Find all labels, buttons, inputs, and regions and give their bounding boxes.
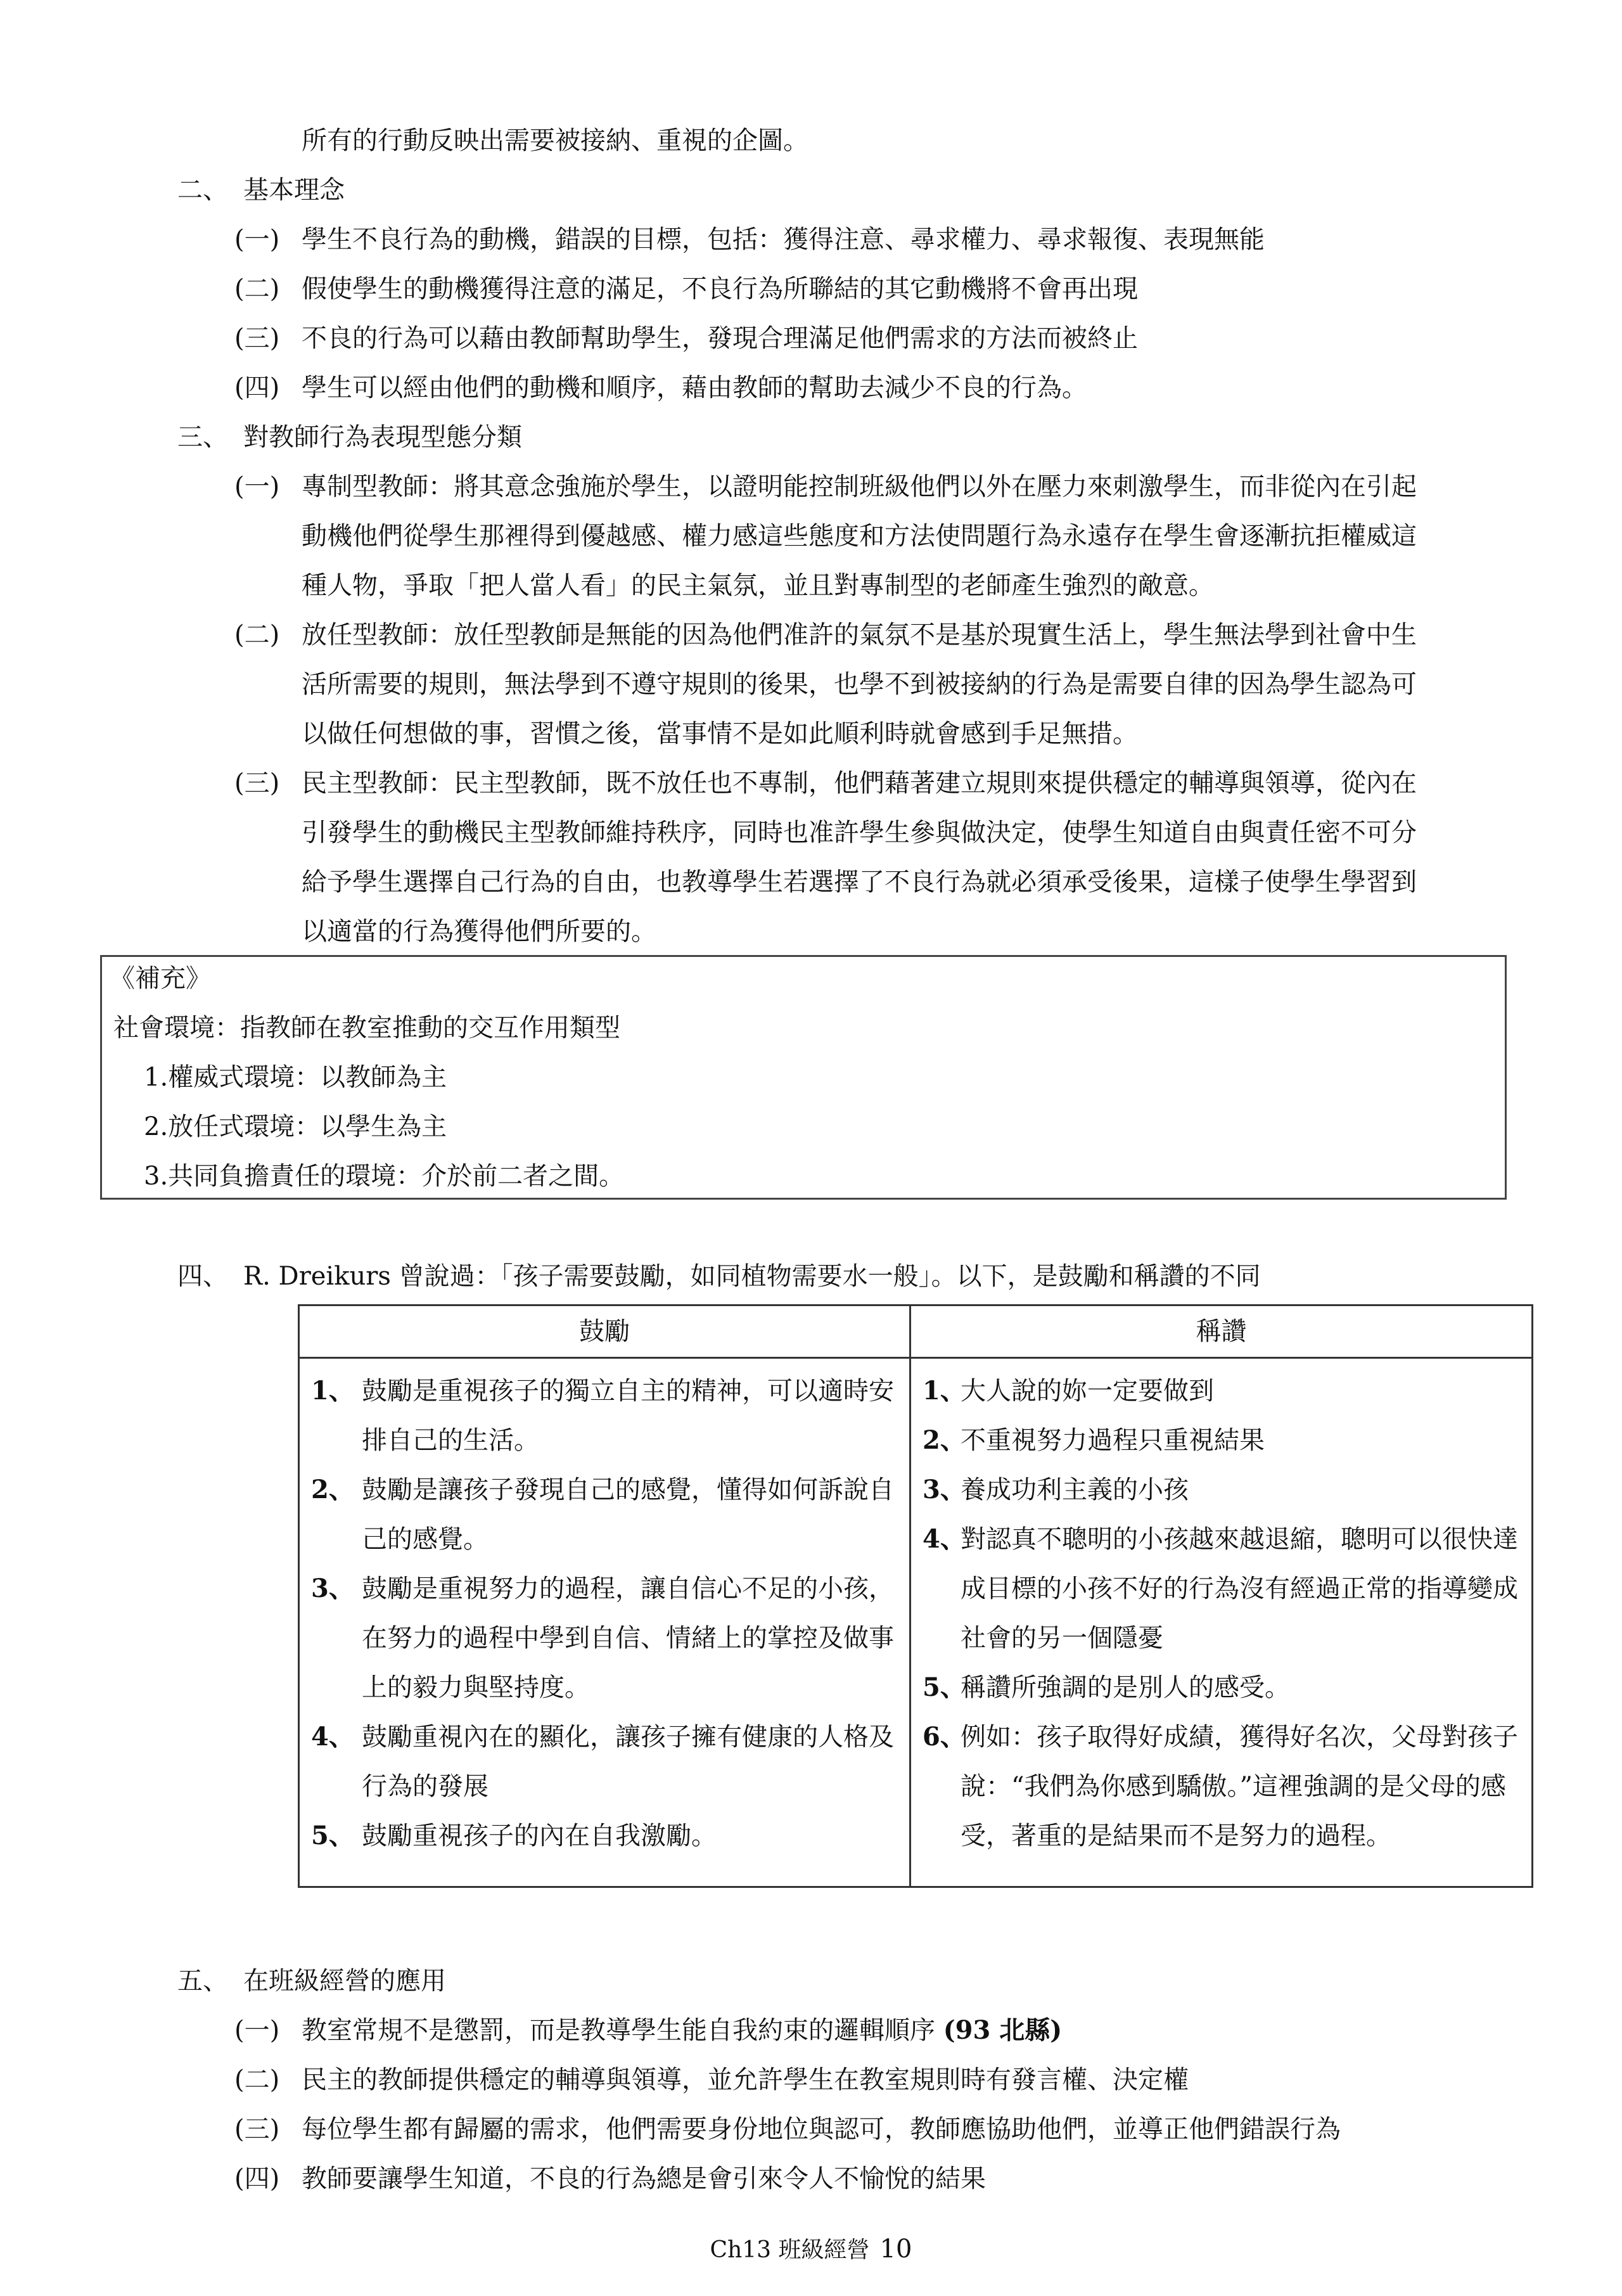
section3-item1-line: 動機他們從學生那裡得到優越感、權力感這些態度和方法使問題行為永遠存在學生會逐漸抗拒權威這 (302, 522, 1417, 551)
section3-item1-line: 專制型教師：將其意念強施於學生，以證明能控制班級他們以外在壓力來刺激學生，而非從內在引起 (302, 472, 1417, 501)
list-item (923, 1465, 1520, 1515)
item-text: 例如：孩子取得好成績，獲得好名次，父母對孩子說：“我們為你感到驕傲。”這裡強調的是父母的感受，著重的是結果而不是努力的過程。 (961, 1722, 1518, 1850)
section3-title: 對教師行為表現型態分類 (243, 423, 522, 452)
list-item (923, 1663, 1520, 1712)
section2-item1-text: 學生不良行為的動機，錯誤的目標，包括：獲得注意、尋求權力、尋求報復、表現無能 (302, 225, 1265, 254)
section2-number: 二、 (177, 176, 228, 205)
supplement-line: 社會環境：指教師在教室推動的交互作用類型 (113, 1013, 620, 1042)
section2-item4-number: (四) (234, 373, 280, 402)
section4-number: 四、 (177, 1262, 228, 1291)
section5-item3-number: (三) (234, 2115, 280, 2144)
item-number: 6、 (923, 1722, 966, 1752)
item-text: 鼓勵重視內在的顯化，讓孩子擁有健康的人格及行為的發展 (362, 1722, 894, 1801)
intro-line: 所有的行動反映出需要被接納、重視的企圖。 (302, 126, 808, 155)
item-number: 1、 (923, 1376, 966, 1406)
item-text: 大人說的妳一定要做到 (961, 1376, 1214, 1406)
section5-item4-text: 教師要讓學生知道，不良的行為總是會引來令人不愉悅的結果 (302, 2164, 986, 2193)
item-text: 鼓勵重視孩子的內在自我激勵。 (362, 1821, 717, 1850)
item-number: 4、 (311, 1722, 354, 1752)
list-item (311, 1366, 898, 1465)
section5-title: 在班級經營的應用 (243, 1966, 446, 1996)
section3-item2-line: 以做任何想做的事，習慣之後，當事情不是如此順利時就會感到手足無措。 (302, 719, 1138, 748)
section4-text: R. Dreikurs 曾說過：「孩子需要鼓勵，如同植物需要水一般」。以下，是鼓勵和稱讚的不同 (243, 1262, 1261, 1291)
section3-item2-line: 放任型教師：放任型教師是無能的因為他們准許的氣氛不是基於現實生活上，學生無法學到社會中生 (302, 620, 1417, 650)
praise-cell (910, 1358, 1533, 1887)
section3-item3-line: 給予學生選擇自己行為的自由，也教導學生若選擇了不良行為就必須承受後果，這樣子使學生學習到 (302, 868, 1417, 897)
section5-item2-number: (二) (234, 2065, 280, 2094)
table-header-praise: 稱讚 (910, 1305, 1533, 1358)
list-item (311, 1712, 898, 1811)
item-text: 養成功利主義的小孩 (961, 1475, 1189, 1504)
section2-item4-text: 學生可以經由他們的動機和順序，藉由教師的幫助去減少不良的行為。 (302, 373, 1087, 402)
section2-title: 基本理念 (243, 176, 345, 205)
section2-item3-text: 不良的行為可以藉由教師幫助學生，發現合理滿足他們需求的方法而被終止 (302, 324, 1138, 353)
chapter-label: Ch13 班級經營 (710, 2237, 870, 2263)
item-text: 不重視努力過程只重視結果 (961, 1426, 1265, 1455)
item-number: 4、 (923, 1524, 966, 1554)
section2-item2-number: (二) (234, 274, 280, 304)
supplement-line: 1.權威式環境：以教師為主 (144, 1063, 447, 1092)
supplement-line: 3.共同負擔責任的環境：介於前二者之間。 (144, 1162, 625, 1191)
section5-item3-text: 每位學生都有歸屬的需求，他們需要身份地位與認可，教師應協助他們，並導正他們錯誤行為 (302, 2115, 1341, 2144)
section2-item3-number: (三) (234, 324, 280, 353)
section5-item1-number: (一) (234, 2016, 280, 2045)
section3-item2-number: (二) (234, 620, 280, 650)
item-number: 2、 (923, 1425, 966, 1455)
item-text: 鼓勵是讓孩子發現自己的感覺，懂得如何訴說自己的感覺。 (362, 1475, 894, 1554)
section3-item2-line: 活所需要的規則，無法學到不遵守規則的後果，也學不到被接納的行為是需要自律的因為學生認為可 (302, 670, 1417, 699)
page-number: 10 (879, 2235, 912, 2264)
item-number: 1、 (311, 1376, 354, 1406)
comparison-table (298, 1304, 1533, 1888)
item-number: 3、 (923, 1475, 966, 1504)
item-text: 鼓勵是重視努力的過程，讓自信心不足的小孩，在努力的過程中學到自信、情緒上的掌控及做事上的毅力與堅持度。 (362, 1574, 894, 1702)
page-footer (0, 2234, 1622, 2266)
section3-item1-number: (一) (234, 472, 280, 501)
item-text: 對認真不聰明的小孩越來越退縮，聰明可以很快達成目標的小孩不好的行為沒有經過正常的指導變成社會的另一個隱憂 (961, 1525, 1518, 1653)
section3-item3-number: (三) (234, 769, 280, 798)
section3-item3-line: 民主型教師：民主型教師，既不放任也不專制，他們藉著建立規則來提供穩定的輔導與領導，從內在 (302, 769, 1417, 798)
item-number: 5、 (923, 1672, 966, 1702)
list-item (311, 1465, 898, 1564)
section5-number: 五、 (177, 1966, 228, 1996)
list-item (923, 1416, 1520, 1465)
section5-item1-body: 教室常規不是懲罰，而是教導學生能自我約束的邏輯順序 (302, 2016, 935, 2045)
exam-source-note: (93 北縣) (943, 2015, 1063, 2045)
section5-item1-text (302, 2014, 1062, 2047)
item-text: 稱讚所強調的是別人的感受。 (961, 1673, 1290, 1702)
section3-item1-line: 種人物，爭取「把人當人看」的民主氣氛，並且對專制型的老師產生強烈的敵意。 (302, 571, 1214, 600)
section5-item4-number: (四) (234, 2164, 280, 2193)
supplement-line: 2.放任式環境：以學生為主 (144, 1112, 447, 1141)
section3-item3-line: 以適當的行為獲得他們所要的。 (302, 917, 656, 946)
item-number: 5、 (311, 1821, 354, 1850)
supplement-box (100, 955, 1507, 1200)
encouragement-cell (299, 1358, 910, 1887)
item-number: 2、 (311, 1475, 354, 1504)
list-item (923, 1515, 1520, 1663)
list-item (923, 1366, 1520, 1416)
section5-item2-text: 民主的教師提供穩定的輔導與領導，並允許學生在教室規則時有發言權、決定權 (302, 2065, 1189, 2094)
list-item (311, 1564, 898, 1712)
item-text: 鼓勵是重視孩子的獨立自主的精神，可以適時安排自己的生活。 (362, 1376, 894, 1455)
item-number: 3、 (311, 1574, 354, 1603)
section2-item2-text: 假使學生的動機獲得注意的滿足，不良行為所聯結的其它動機將不會再出現 (302, 274, 1138, 304)
list-item (923, 1712, 1520, 1861)
section3-item3-line: 引發學生的動機民主型教師維持秩序，同時也准許學生參與做決定，使學生知道自由與責任密不可分 (302, 818, 1417, 847)
section2-item1-number: (一) (234, 225, 280, 254)
table-header-encouragement: 鼓勵 (299, 1305, 910, 1358)
supplement-title: 《補充》 (110, 964, 211, 993)
section3-number: 三、 (177, 423, 228, 452)
list-item (311, 1811, 898, 1861)
